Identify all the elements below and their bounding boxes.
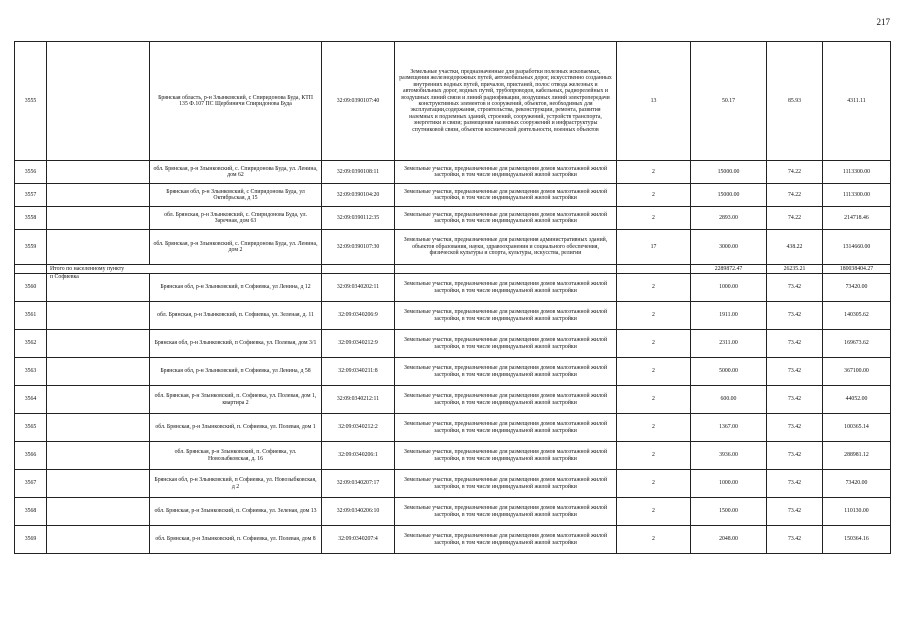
locality-cell	[47, 230, 150, 265]
table-row	[15, 442, 891, 470]
cadastral-number-cell: 32:09:0340206:10	[322, 498, 395, 526]
area-cell: 1000.00	[691, 470, 767, 498]
area-cell: 5000.00	[691, 358, 767, 386]
total-rate: 26235.21	[767, 265, 823, 274]
locality-cell	[47, 470, 150, 498]
land-use-cell: Земельные участки, предназначенные для размещения домов малоэтажной жилой застройки, в том числе индивидуальной жилой застройки	[395, 358, 617, 386]
table-row	[15, 414, 891, 442]
table-row	[15, 207, 891, 230]
address-cell: обл. Брянская, р-н Злынковский, п. Софиевка, ул. Полевая, дом 8	[150, 526, 322, 554]
total-area: 2289872.47	[691, 265, 767, 274]
locality-cell	[47, 207, 150, 230]
table-row	[15, 184, 891, 207]
locality-cell	[47, 42, 150, 161]
cadastral-value-cell: 150364.16	[823, 526, 891, 554]
row-number-cell: 3556	[15, 161, 47, 184]
cadastral-number-cell: 32:09:0340206:9	[322, 302, 395, 330]
address-cell: Брянская обл, р-н Злынковский, п Софиевка, ул. Полевая, дом 3/1	[150, 330, 322, 358]
cadastral-value-cell: 73420.00	[823, 274, 891, 302]
cadastral-number-cell: 32:09:0390108:11	[322, 161, 395, 184]
locality-cell	[47, 526, 150, 554]
specific-value-cell: 73.42	[767, 414, 823, 442]
area-cell: 2893.00	[691, 207, 767, 230]
land-registry-table	[14, 41, 891, 554]
specific-value-cell: 73.42	[767, 442, 823, 470]
cadastral-number-cell: 32:09:0340207:17	[322, 470, 395, 498]
cadastral-number-cell: 32:09:0390107:30	[322, 230, 395, 265]
address-cell: Брянская обл, р-н Злынковский, с Спиридонова Буда, ул Октябрьская, д 15	[150, 184, 322, 207]
use-group-cell: 2	[617, 330, 691, 358]
locality-cell	[47, 302, 150, 330]
cadastral-value-cell: 367100.00	[823, 358, 891, 386]
area-cell: 3000.00	[691, 230, 767, 265]
specific-value-cell: 73.42	[767, 386, 823, 414]
address-cell: обл. Брянская, р-н Злынковский, с. Спиридонова Буда, ул. Заречная, дом 63	[150, 207, 322, 230]
address-cell: обл. Брянская, р-н Злынковский, с. Спиридонова Буда, ул. Ленина, дом 2	[150, 230, 322, 265]
area-cell: 2048.00	[691, 526, 767, 554]
specific-value-cell: 74.22	[767, 161, 823, 184]
cadastral-number-cell: 32:09:0340212:11	[322, 386, 395, 414]
row-number-cell: 3555	[15, 42, 47, 161]
table-row	[15, 498, 891, 526]
specific-value-cell: 73.42	[767, 330, 823, 358]
row-number-cell: 3566	[15, 442, 47, 470]
locality-cell	[47, 414, 150, 442]
table-row	[15, 470, 891, 498]
table-row	[15, 42, 891, 161]
page-number: 217	[876, 17, 890, 27]
address-cell: обл. Брянская, р-н Злынковский, п. Софиевка, ул. Зеленая, д. 11	[150, 302, 322, 330]
land-use-cell: Земельные участки, предназначенные для размещения домов малоэтажной жилой застройки, в том числе индивидуальной жилой застройки	[395, 526, 617, 554]
use-group-cell: 2	[617, 358, 691, 386]
row-number-cell: 3567	[15, 470, 47, 498]
total-value: 180038404.27	[823, 265, 891, 274]
row-number-cell: 3564	[15, 386, 47, 414]
table-row	[15, 330, 891, 358]
use-group-cell: 2	[617, 526, 691, 554]
land-use-cell: Земельные участки, предназначенные для размещения домов малоэтажной жилой застройки, в том числе индивидуальной жилой застройки	[395, 330, 617, 358]
area-cell: 1367.00	[691, 414, 767, 442]
locality-cell	[47, 358, 150, 386]
land-use-cell: Земельные участки, предназначенные для размещения домов малоэтажной жилой застройки, в том числе индивидуальной жилой застройки	[395, 161, 617, 184]
row-number-cell: 3563	[15, 358, 47, 386]
cadastral-value-cell: 100365.14	[823, 414, 891, 442]
cadastral-number-cell: 32:09:0340206:1	[322, 442, 395, 470]
cadastral-number-cell: 32:09:0340202:11	[322, 274, 395, 302]
use-group-cell: 2	[617, 207, 691, 230]
use-group-cell: 2	[617, 470, 691, 498]
row-number-cell: 3569	[15, 526, 47, 554]
use-group-cell: 17	[617, 230, 691, 265]
address-cell: обл. Брянская, р-н Злынковский, п. Софиевка, ул. Полевая, дом 1	[150, 414, 322, 442]
land-use-cell: Земельные участки, предназначенные для разработки полезных ископаемых, размещения железнодорожных путей, автомобильных дорог, искусственно созданных внутренних водных путей, причалов, пристаней, полос отвода железных и автомобильных дорог, водных путей, трубопроводов, кабельных, радиорелейных и воздушных линий связи и линий радиофикации, воздушных линий электропередачи конструктивных элементов и сооружений, объектов, необходимых для эксплуатации,содержания, строительства, реконструкции, ремонта, развития наземных и подземных зданий, строений, сооружений, устройств транспорта, энергетики и связи; размещения наземных сооружений и инфраструктуры спутниковой связи, объектов космической деятельности, военных объектов	[395, 42, 617, 161]
table-row	[15, 386, 891, 414]
specific-value-cell: 74.22	[767, 207, 823, 230]
use-group-cell: 2	[617, 414, 691, 442]
address-cell: обл. Брянская, р-н Злынковский, п. Софиевка, ул. Зеленая, дом 13	[150, 498, 322, 526]
cadastral-value-cell: 1113300.00	[823, 161, 891, 184]
cadastral-value-cell: 288981.12	[823, 442, 891, 470]
locality-cell	[47, 184, 150, 207]
area-cell: 1000.00	[691, 274, 767, 302]
address-cell: Брянская обл, р-н Злынковский, п Софиевка, ул. Новозыбковская, д 2	[150, 470, 322, 498]
land-use-cell: Земельные участки, предназначенные для размещения административных зданий, объектов образования, науки, здравоохранения и социального обеспечения, физической культуры и спорта, культуры, искусства, религии	[395, 230, 617, 265]
cadastral-value-cell: 169673.62	[823, 330, 891, 358]
area-cell: 15000.00	[691, 161, 767, 184]
use-group-cell: 2	[617, 442, 691, 470]
locality-cell	[47, 330, 150, 358]
table-row	[15, 274, 891, 302]
cadastral-number-cell: 32:09:0390107:40	[322, 42, 395, 161]
specific-value-cell: 85.93	[767, 42, 823, 161]
specific-value-cell: 438.22	[767, 230, 823, 265]
use-group-cell: 2	[617, 161, 691, 184]
cadastral-value-cell: 110130.00	[823, 498, 891, 526]
land-use-cell: Земельные участки, предназначенные для размещения домов малоэтажной жилой застройки, в том числе индивидуальной жилой застройки	[395, 302, 617, 330]
table-row	[15, 358, 891, 386]
specific-value-cell: 73.42	[767, 498, 823, 526]
row-number-cell: 3561	[15, 302, 47, 330]
cadastral-number-cell: 32:09:0340207:4	[322, 526, 395, 554]
locality-cell	[47, 442, 150, 470]
address-cell: обл. Брянская, р-н Злынковский, с. Спиридонова Буда, ул. Ленина, дом 62	[150, 161, 322, 184]
area-cell: 1500.00	[691, 498, 767, 526]
total-row	[15, 265, 891, 274]
cadastral-value-cell: 4311.11	[823, 42, 891, 161]
cadastral-number-cell: 32:09:0340211:8	[322, 358, 395, 386]
row-number-cell: 3559	[15, 230, 47, 265]
specific-value-cell: 73.42	[767, 470, 823, 498]
cadastral-value-cell: 140305.62	[823, 302, 891, 330]
cadastral-value-cell: 1113300.00	[823, 184, 891, 207]
cadastral-number-cell: 32:09:0340212:9	[322, 330, 395, 358]
land-use-cell: Земельные участки, предназначенные для размещения домов малоэтажной жилой застройки, в том числе индивидуальной жилой застройки	[395, 498, 617, 526]
row-number-cell: 3565	[15, 414, 47, 442]
cadastral-number-cell: 32:09:0390104:20	[322, 184, 395, 207]
land-use-cell: Земельные участки, предназначенные для размещения домов малоэтажной жилой застройки, в том числе индивидуальной жилой застройки	[395, 274, 617, 302]
area-cell: 3936.00	[691, 442, 767, 470]
use-group-cell: 2	[617, 498, 691, 526]
row-number-cell: 3558	[15, 207, 47, 230]
cadastral-value-cell: 44052.00	[823, 386, 891, 414]
cadastral-number-cell: 32:09:0390112:35	[322, 207, 395, 230]
cadastral-number-cell: 32:09:0340212:2	[322, 414, 395, 442]
land-use-cell: Земельные участки, предназначенные для размещения домов малоэтажной жилой застройки, в том числе индивидуальной жилой застройки	[395, 414, 617, 442]
specific-value-cell: 73.42	[767, 358, 823, 386]
cadastral-value-cell: 1314660.00	[823, 230, 891, 265]
row-number-cell: 3560	[15, 274, 47, 302]
address-cell: Брянская область, р-н Злынковский, с Спиридонова Буда, КТП 135 Ф.107 ПС Щербиничи Спиридонова Буда	[150, 42, 322, 161]
area-cell: 15000.00	[691, 184, 767, 207]
total-label: Итого по населенному пункту	[47, 265, 322, 274]
land-use-cell: Земельные участки, предназначенные для размещения домов малоэтажной жилой застройки, в том числе индивидуальной жилой застройки	[395, 207, 617, 230]
address-cell: Брянская обл, р-н Злынковский, п Софиевка, ул Ленина, д 58	[150, 358, 322, 386]
row-number-cell: 3568	[15, 498, 47, 526]
address-cell: обл. Брянская, р-н Злынковский, п. Софиевка, ул. Полевая, дом 1, квартира 2	[150, 386, 322, 414]
locality-cell: п Софиевка	[47, 274, 150, 302]
land-use-cell: Земельные участки, предназначенные для размещения домов малоэтажной жилой застройки, в том числе индивидуальной жилой застройки	[395, 442, 617, 470]
use-group-cell: 2	[617, 386, 691, 414]
specific-value-cell: 73.42	[767, 526, 823, 554]
land-use-cell: Земельные участки, предназначенные для размещения домов малоэтажной жилой застройки, в том числе индивидуальной жилой застройки	[395, 386, 617, 414]
address-cell: Брянская обл, р-н Злынковский, п Софиевка, ул Ленина, д 12	[150, 274, 322, 302]
table-row	[15, 526, 891, 554]
cadastral-value-cell: 214718.46	[823, 207, 891, 230]
area-cell: 2311.00	[691, 330, 767, 358]
table-row	[15, 161, 891, 184]
land-use-cell: Земельные участки, предназначенные для размещения домов малоэтажной жилой застройки, в том числе индивидуальной жилой застройки	[395, 184, 617, 207]
specific-value-cell: 73.42	[767, 274, 823, 302]
table-row	[15, 302, 891, 330]
cadastral-value-cell: 73420.00	[823, 470, 891, 498]
area-cell: 50.17	[691, 42, 767, 161]
table-row	[15, 230, 891, 265]
use-group-cell: 2	[617, 184, 691, 207]
land-use-cell: Земельные участки, предназначенные для размещения домов малоэтажной жилой застройки, в том числе индивидуальной жилой застройки	[395, 470, 617, 498]
locality-cell	[47, 498, 150, 526]
locality-cell	[47, 386, 150, 414]
use-group-cell: 2	[617, 302, 691, 330]
row-number-cell: 3562	[15, 330, 47, 358]
specific-value-cell: 73.42	[767, 302, 823, 330]
area-cell: 600.00	[691, 386, 767, 414]
use-group-cell: 13	[617, 42, 691, 161]
specific-value-cell: 74.22	[767, 184, 823, 207]
row-number-cell: 3557	[15, 184, 47, 207]
area-cell: 1911.00	[691, 302, 767, 330]
address-cell: обл. Брянская, р-н Злынковский, п. Софиевка, ул. Новозыбковская, д. 16	[150, 442, 322, 470]
locality-cell	[47, 161, 150, 184]
use-group-cell: 2	[617, 274, 691, 302]
